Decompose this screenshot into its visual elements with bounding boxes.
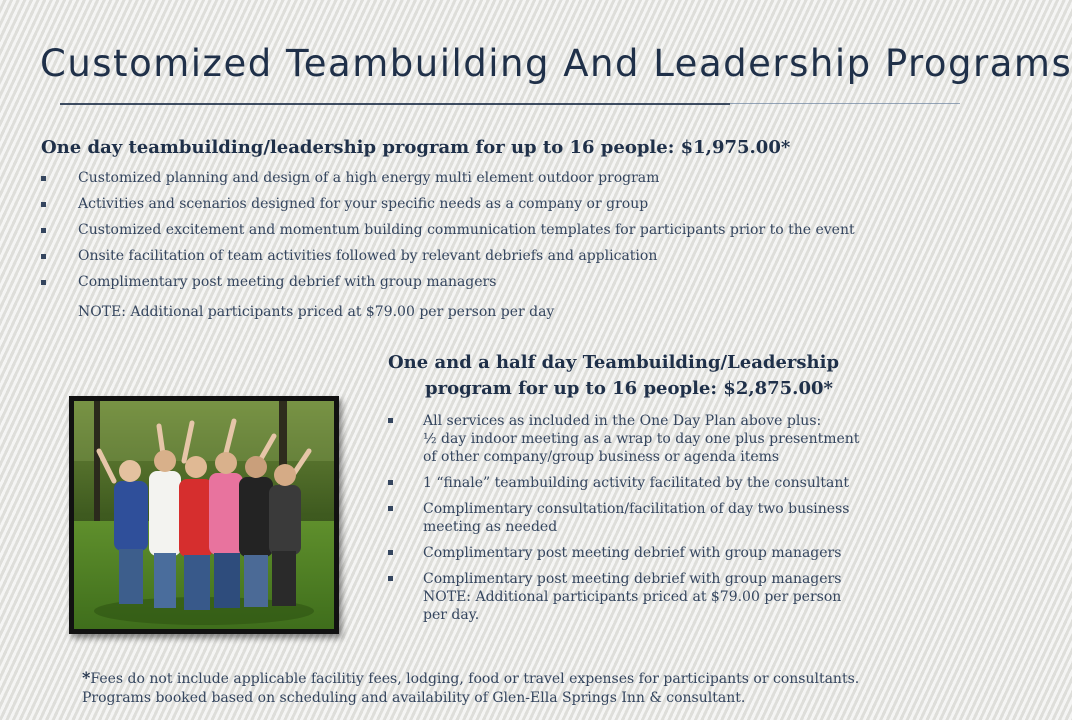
- footnote-line1: Fees do not include applicable facilitiy fees, lodging, food or travel expenses for participants or consultants.: [90, 671, 860, 687]
- footnote-asterisk: *: [82, 668, 91, 687]
- bullet-icon: [41, 280, 46, 285]
- list-item: Customized excitement and momentum building communication templates for participants prior to the event: [41, 222, 855, 248]
- group-photo: [69, 396, 339, 634]
- bullet-icon: [41, 202, 46, 207]
- bullet-icon: [41, 228, 46, 233]
- section2-heading-line2: program for up to 16 people: $2,875.00*: [425, 378, 833, 399]
- list-item: Customized planning and design of a high energy multi element outdoor program: [41, 170, 855, 196]
- section2-heading: [388, 350, 888, 402]
- title-underline-extension: [730, 103, 960, 104]
- bullet-icon: [388, 480, 393, 485]
- section2-bullet-list: [388, 412, 888, 632]
- footnote: [82, 668, 859, 708]
- list-item: 1 “finale” teambuilding activity facilitated by the consultant: [388, 474, 888, 492]
- slide-title: Customized Teambuilding And Leadership Programs: [40, 42, 1072, 85]
- bullet-icon: [388, 418, 393, 423]
- list-item: All services as included in the One Day Plan above plus: ½ day indoor meeting as a wrap to day one plus presentment of other company/group business or agenda items: [388, 412, 888, 466]
- group-photo-image: [74, 401, 334, 629]
- section1-note: NOTE: Additional participants priced at $79.00 per person per day: [78, 304, 555, 320]
- list-item: Complimentary post meeting debrief with group managers: [388, 544, 888, 562]
- list-item: Activities and scenarios designed for your specific needs as a company or group: [41, 196, 855, 222]
- bullet-icon: [388, 506, 393, 511]
- list-item: Complimentary consultation/facilitation of day two business meeting as needed: [388, 500, 888, 536]
- bullet-icon: [388, 576, 393, 581]
- list-item: Complimentary post meeting debrief with group managers NOTE: Additional participants priced at $79.00 per person per day.: [388, 570, 888, 624]
- list-item: Complimentary post meeting debrief with group managers: [41, 274, 855, 300]
- section1-bullet-list: [41, 170, 855, 300]
- bullet-icon: [41, 254, 46, 259]
- title-underline: [60, 103, 730, 105]
- bullet-icon: [41, 176, 46, 181]
- list-item: Onsite facilitation of team activities followed by relevant debriefs and application: [41, 248, 855, 274]
- section1-heading: One day teambuilding/leadership program for up to 16 people: $1,975.00*: [41, 137, 791, 158]
- section2-heading-line1: One and a half day Teambuilding/Leadership: [388, 352, 840, 373]
- footnote-line2: Programs booked based on scheduling and availability of Glen-Ella Springs Inn & consultant.: [82, 690, 746, 706]
- bullet-icon: [388, 550, 393, 555]
